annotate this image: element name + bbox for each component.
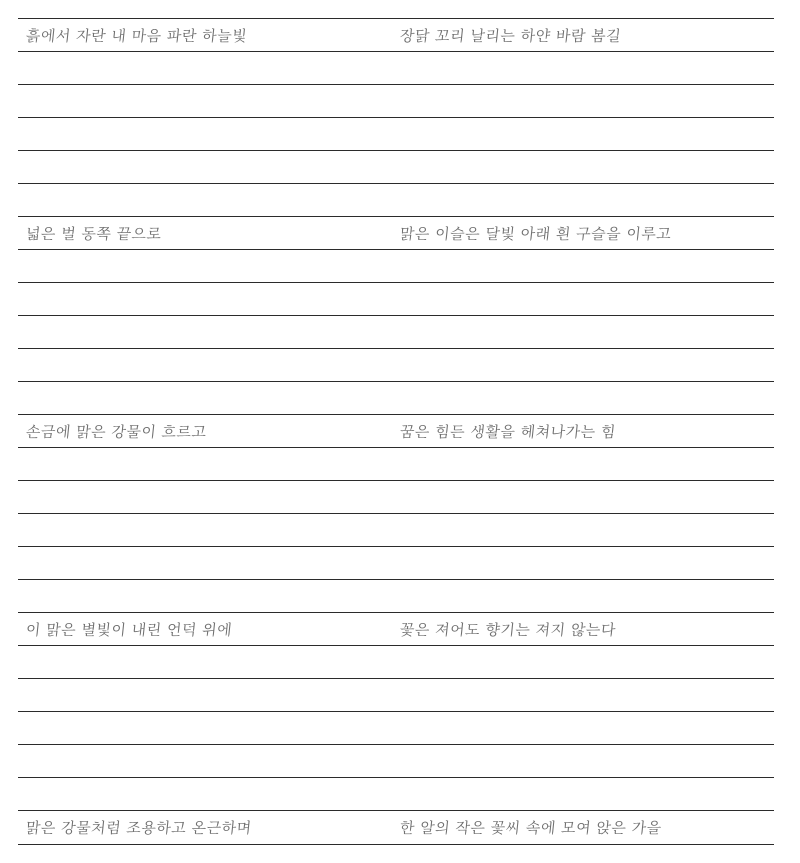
blank-writing-line [18,645,774,678]
phrase-row [18,18,774,51]
right-phrase: 꿈은 힘든 생활을 헤쳐나가는 힘 [399,422,617,441]
blank-writing-line [18,480,774,513]
phrase-row [18,810,774,845]
practice-block [18,414,774,612]
right-phrase-cell [400,613,772,645]
practice-block [18,612,774,810]
blank-writing-line [18,117,774,150]
blank-writing-line [18,678,774,711]
blank-writing-line [18,249,774,282]
blank-writing-line [18,150,774,183]
blank-writing-line [18,447,774,480]
right-phrase-cell [400,19,772,51]
left-phrase: 손금에 맑은 강물이 흐르고 [25,422,208,441]
blank-writing-line [18,315,774,348]
left-phrase-cell [26,811,386,843]
writing-practice-sheet [18,18,774,846]
blank-writing-line [18,744,774,777]
right-phrase: 한 알의 작은 꽃씨 속에 모여 앉은 가을 [399,818,663,837]
blank-writing-line [18,777,774,810]
right-phrase: 맑은 이슬은 달빛 아래 흰 구슬을 이루고 [399,224,673,243]
right-phrase-cell [400,217,772,249]
left-phrase-cell [26,415,386,447]
left-phrase: 흙에서 자란 내 마음 파란 하늘빛 [25,26,249,45]
practice-block [18,18,774,216]
blank-writing-line [18,183,774,216]
phrase-row [18,612,774,645]
left-phrase-cell [26,19,386,51]
right-phrase: 장닭 꼬리 날리는 하얀 바람 봄길 [399,26,623,45]
practice-block [18,216,774,414]
right-phrase-cell [400,811,772,843]
blank-writing-line [18,711,774,744]
blank-writing-line [18,51,774,84]
right-phrase: 꽃은 져어도 향기는 져지 않는다 [399,620,617,639]
blank-writing-line [18,348,774,381]
blank-writing-line [18,381,774,414]
phrase-row [18,414,774,447]
left-phrase-cell [26,613,386,645]
blank-writing-line [18,84,774,117]
left-phrase-cell [26,217,386,249]
left-phrase: 넓은 벌 동쪽 끝으로 [25,224,163,243]
blank-writing-line [18,282,774,315]
practice-block [18,810,774,846]
right-phrase-cell [400,415,772,447]
blank-writing-line [18,546,774,579]
left-phrase: 맑은 강물처럼 조용하고 온근하며 [25,818,253,837]
blank-writing-line [18,579,774,612]
blank-writing-line [18,513,774,546]
phrase-row [18,216,774,249]
left-phrase: 이 맑은 별빛이 내린 언덕 위에 [25,620,234,639]
